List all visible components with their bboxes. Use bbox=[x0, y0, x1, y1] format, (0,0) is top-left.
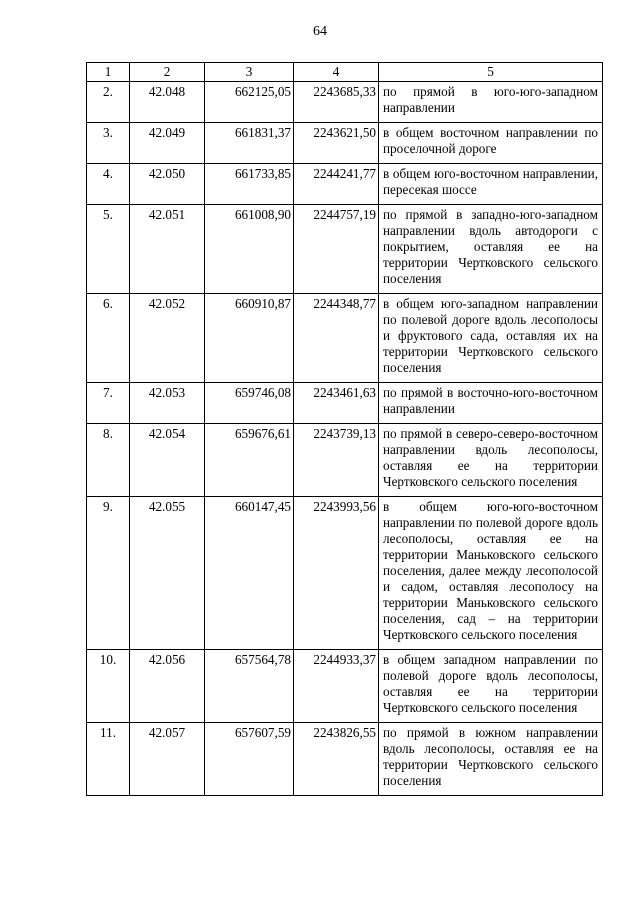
table-header-row bbox=[87, 63, 603, 82]
segment-description: в общем восточном направлении по проселочной дороге bbox=[379, 123, 603, 164]
point-id: 42.055 bbox=[130, 497, 205, 650]
row-number: 5. bbox=[87, 205, 130, 294]
column-header-5: 5 bbox=[379, 63, 603, 82]
table-row bbox=[87, 123, 603, 164]
coordinate-y: 2244348,77 bbox=[294, 294, 379, 383]
coordinate-y: 2244241,77 bbox=[294, 164, 379, 205]
segment-description: по прямой в восточно-юго-восточном направлении bbox=[379, 383, 603, 424]
row-number: 3. bbox=[87, 123, 130, 164]
segment-description: в общем юго-западном направлении по полевой дороге вдоль лесополосы и фруктового сада, оставляя их на территории Чертковского сельского поселения bbox=[379, 294, 603, 383]
table-row bbox=[87, 723, 603, 796]
column-header-1: 1 bbox=[87, 63, 130, 82]
column-header-2: 2 bbox=[130, 63, 205, 82]
row-number: 10. bbox=[87, 650, 130, 723]
table-row bbox=[87, 497, 603, 650]
row-number: 2. bbox=[87, 82, 130, 123]
coordinate-x: 662125,05 bbox=[205, 82, 294, 123]
table-row bbox=[87, 650, 603, 723]
coordinate-y: 2244933,37 bbox=[294, 650, 379, 723]
coordinate-x: 657564,78 bbox=[205, 650, 294, 723]
table-row bbox=[87, 383, 603, 424]
coordinate-x: 660910,87 bbox=[205, 294, 294, 383]
row-number: 11. bbox=[87, 723, 130, 796]
table-row bbox=[87, 82, 603, 123]
row-number: 9. bbox=[87, 497, 130, 650]
segment-description: по прямой в северо-северо-восточном направлении вдоль лесополосы, оставляя ее на территории Чертковского сельского поселения bbox=[379, 424, 603, 497]
point-id: 42.054 bbox=[130, 424, 205, 497]
coordinate-x: 660147,45 bbox=[205, 497, 294, 650]
point-id: 42.052 bbox=[130, 294, 205, 383]
table-row bbox=[87, 294, 603, 383]
coordinate-y: 2243461,63 bbox=[294, 383, 379, 424]
coordinate-x: 657607,59 bbox=[205, 723, 294, 796]
segment-description: по прямой в западно-юго-западном направлении вдоль автодороги с покрытием, оставляя ее на территории Чертковского сельского поселения bbox=[379, 205, 603, 294]
row-number: 4. bbox=[87, 164, 130, 205]
coordinate-x: 659746,08 bbox=[205, 383, 294, 424]
coordinate-y: 2243826,55 bbox=[294, 723, 379, 796]
coordinate-x: 661008,90 bbox=[205, 205, 294, 294]
segment-description: в общем западном направлении по полевой дороге вдоль лесополосы, оставляя ее на территории Чертковского сельского поселения bbox=[379, 650, 603, 723]
point-id: 42.053 bbox=[130, 383, 205, 424]
table-row bbox=[87, 205, 603, 294]
point-id: 42.049 bbox=[130, 123, 205, 164]
point-id: 42.048 bbox=[130, 82, 205, 123]
coordinate-y: 2243993,56 bbox=[294, 497, 379, 650]
coordinate-x: 661831,37 bbox=[205, 123, 294, 164]
column-header-3: 3 bbox=[205, 63, 294, 82]
coordinate-x: 659676,61 bbox=[205, 424, 294, 497]
column-header-4: 4 bbox=[294, 63, 379, 82]
table-row bbox=[87, 424, 603, 497]
page-number: 64 bbox=[313, 24, 327, 39]
coordinate-x: 661733,85 bbox=[205, 164, 294, 205]
coordinate-y: 2244757,19 bbox=[294, 205, 379, 294]
point-id: 42.051 bbox=[130, 205, 205, 294]
row-number: 6. bbox=[87, 294, 130, 383]
coordinate-y: 2243739,13 bbox=[294, 424, 379, 497]
coordinate-y: 2243621,50 bbox=[294, 123, 379, 164]
point-id: 42.056 bbox=[130, 650, 205, 723]
coordinate-y: 2243685,33 bbox=[294, 82, 379, 123]
point-id: 42.057 bbox=[130, 723, 205, 796]
table-row bbox=[87, 164, 603, 205]
segment-description: по прямой в юго-юго-западном направлении bbox=[379, 82, 603, 123]
segment-description: по прямой в южном направлении вдоль лесополосы, оставляя ее на территории Чертковского сельского поселения bbox=[379, 723, 603, 796]
row-number: 8. bbox=[87, 424, 130, 497]
point-id: 42.050 bbox=[130, 164, 205, 205]
row-number: 7. bbox=[87, 383, 130, 424]
segment-description: в общем юго-юго-восточном направлении по полевой дороге вдоль лесополосы, оставляя ее на территории Маньковского сельского поселения, далее между лесополосой и садом, оставляя лесополосу на территории Маньковского сельского поселения, сад – на территории Чертковского сельского поселения bbox=[379, 497, 603, 650]
boundary-description-table bbox=[86, 62, 603, 796]
segment-description: в общем юго-восточном направлении, пересекая шоссе bbox=[379, 164, 603, 205]
